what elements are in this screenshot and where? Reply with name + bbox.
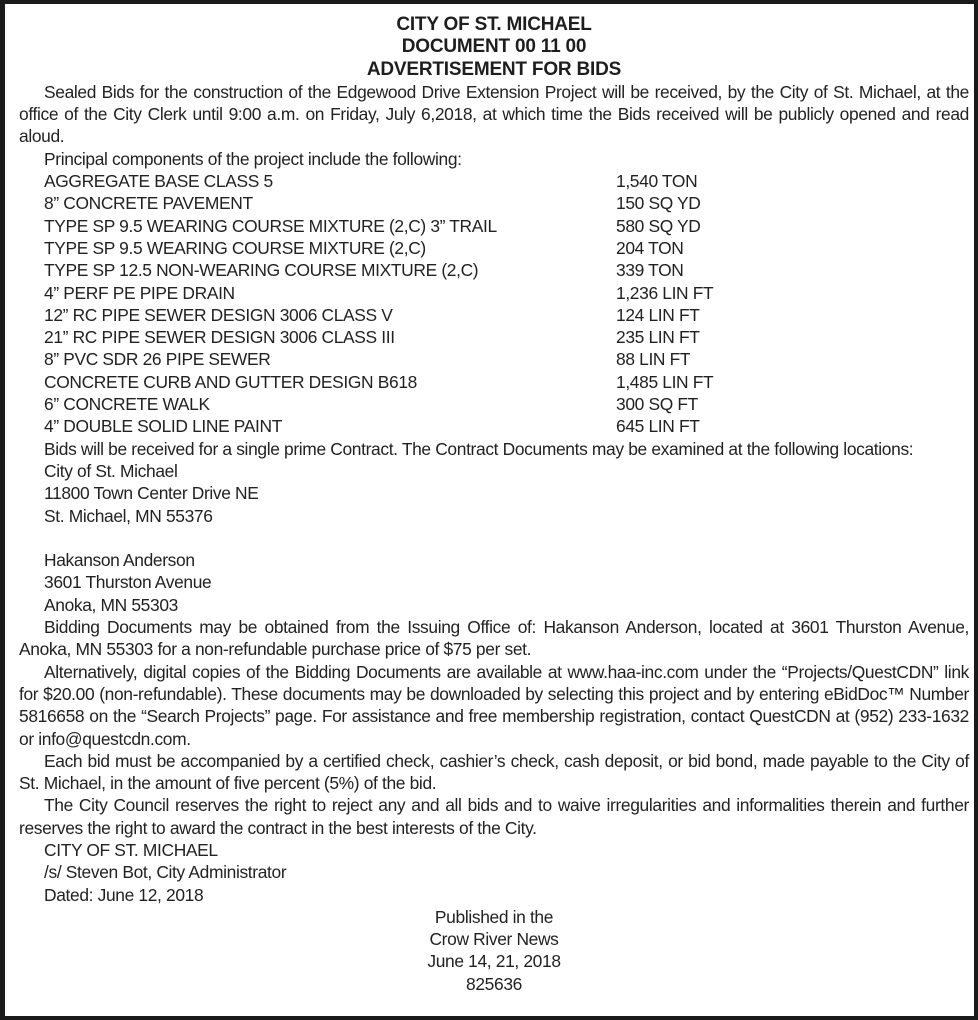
component-quantity: 1,485 LIN FT [616,371,714,392]
component-item [19,237,969,259]
publication-block [19,906,969,995]
component-item [19,348,969,370]
location-street: 3601 Thurston Avenue [44,572,212,593]
signature-block [19,839,969,906]
publication-newspaper: Crow River News [429,929,559,950]
components-list [19,170,969,438]
component-description: 8” CONCRETE PAVEMENT [44,193,253,214]
component-description: TYPE SP 9.5 WEARING COURSE MIXTURE (2,C) [44,237,426,258]
component-description: 8” PVC SDR 26 PIPE SEWER [44,349,271,370]
contract-paragraph: Bids will be received for a single prime Contract. The Contract Documents may be examined at the following locations: [44,438,914,459]
component-description: 21” RC PIPE SEWER DESIGN 3006 CLASS III [44,327,395,348]
notice-header [19,14,969,81]
component-quantity: 300 SQ FT [616,394,698,415]
component-quantity: 235 LIN FT [616,327,700,348]
spacer [19,527,969,549]
component-quantity: 204 TON [616,237,684,258]
component-quantity: 150 SQ YD [616,193,701,214]
intro-paragraph: Sealed Bids for the construction of the Edgewood Drive Extension Project will be received, by the City of St. Michael, at the office of the City Clerk until 9:00 a.m. on Friday, July 6,2018, at which time the Bids received will be publicly opened and read aloud. [19,81,969,147]
component-quantity: 88 LIN FT [616,349,691,370]
component-description: 12” RC PIPE SEWER DESIGN 3006 CLASS V [44,304,393,325]
bidding-documents-paragraph: Bidding Documents may be obtained from the Issuing Office of: Hakanson Anderson, located at 3601 Thurston Avenue, Anoka, MN 55303 for a non-refundable purchase price of $75 per set. [19,617,969,660]
component-quantity: 124 LIN FT [616,304,700,325]
component-quantity: 580 SQ YD [616,215,701,236]
location-name: Hakanson Anderson [44,550,195,571]
signature-dated: Dated: June 12, 2018 [44,884,204,905]
header-document-number: DOCUMENT 00 11 00 [401,36,587,58]
component-item [19,259,969,281]
council-rights-paragraph: The City Council reserves the right to reject any and all bids and to waive irregularities and informalities therein and further reserves the right to award the contract in the best interests of the City. [19,795,969,838]
publication-ad-number: 825636 [466,973,522,994]
component-description: 4” PERF PE PIPE DRAIN [44,282,235,303]
component-item [19,371,969,393]
publication-line1: Published in the [434,906,554,927]
location-city: Anoka, MN 55303 [44,594,178,615]
signature-signer: /s/ Steven Bot, City Administrator [44,862,287,883]
components-intro: Principal components of the project include the following: [44,148,462,169]
component-item [19,326,969,348]
location-city: St. Michael, MN 55376 [44,505,213,526]
component-description: TYPE SP 9.5 WEARING COURSE MIXTURE (2,C) 3” TRAIL [44,215,497,236]
publication-dates: June 14, 21, 2018 [427,951,561,972]
signature-org: CITY OF ST. MICHAEL [44,839,218,860]
bid-security-paragraph: Each bid must be accompanied by a certified check, cashier’s check, cash deposit, or bid bond, made payable to the City of St. Michael, in the amount of five percent (5%) of the bid. [19,750,969,794]
component-item [19,282,969,304]
component-description: TYPE SP 12.5 NON-WEARING COURSE MIXTURE (2,C) [44,260,479,281]
component-quantity: 645 LIN FT [616,416,700,437]
component-description: AGGREGATE BASE CLASS 5 [44,171,273,192]
component-item [19,170,969,192]
component-item [19,215,969,237]
legal-notice-content [19,14,969,995]
component-quantity: 1,540 TON [616,171,698,192]
component-item [19,393,969,415]
location-city-of-st-michael [19,460,969,527]
header-city: CITY OF ST. MICHAEL [396,14,592,35]
component-description: 4” DOUBLE SOLID LINE PAINT [44,416,282,437]
header-notice-title: ADVERTISEMENT FOR BIDS [366,58,622,80]
component-item [19,415,969,437]
location-name: City of St. Michael [44,460,178,481]
digital-copies-paragraph: Alternatively, digital copies of the Bidding Documents are available at www.haa-inc.com under the “Projects/QuestCDN” link for $20.00 (non-refundable). These documents may be downloaded by selecting this project and by entering eBidDoc™ Number 5816658 on the “Search Projects” page. For assistance and free membership registration, contact QuestCDN at (952) 233-1632 or info@questcdn.com. [19,661,969,749]
component-quantity: 1,236 LIN FT [616,282,714,303]
component-item [19,304,969,326]
component-quantity: 339 TON [616,260,684,281]
component-item [19,192,969,214]
location-hakanson-anderson [19,549,969,616]
component-description: CONCRETE CURB AND GUTTER DESIGN B618 [44,371,417,392]
component-description: 6” CONCRETE WALK [44,394,210,415]
location-street: 11800 Town Center Drive NE [44,483,259,504]
